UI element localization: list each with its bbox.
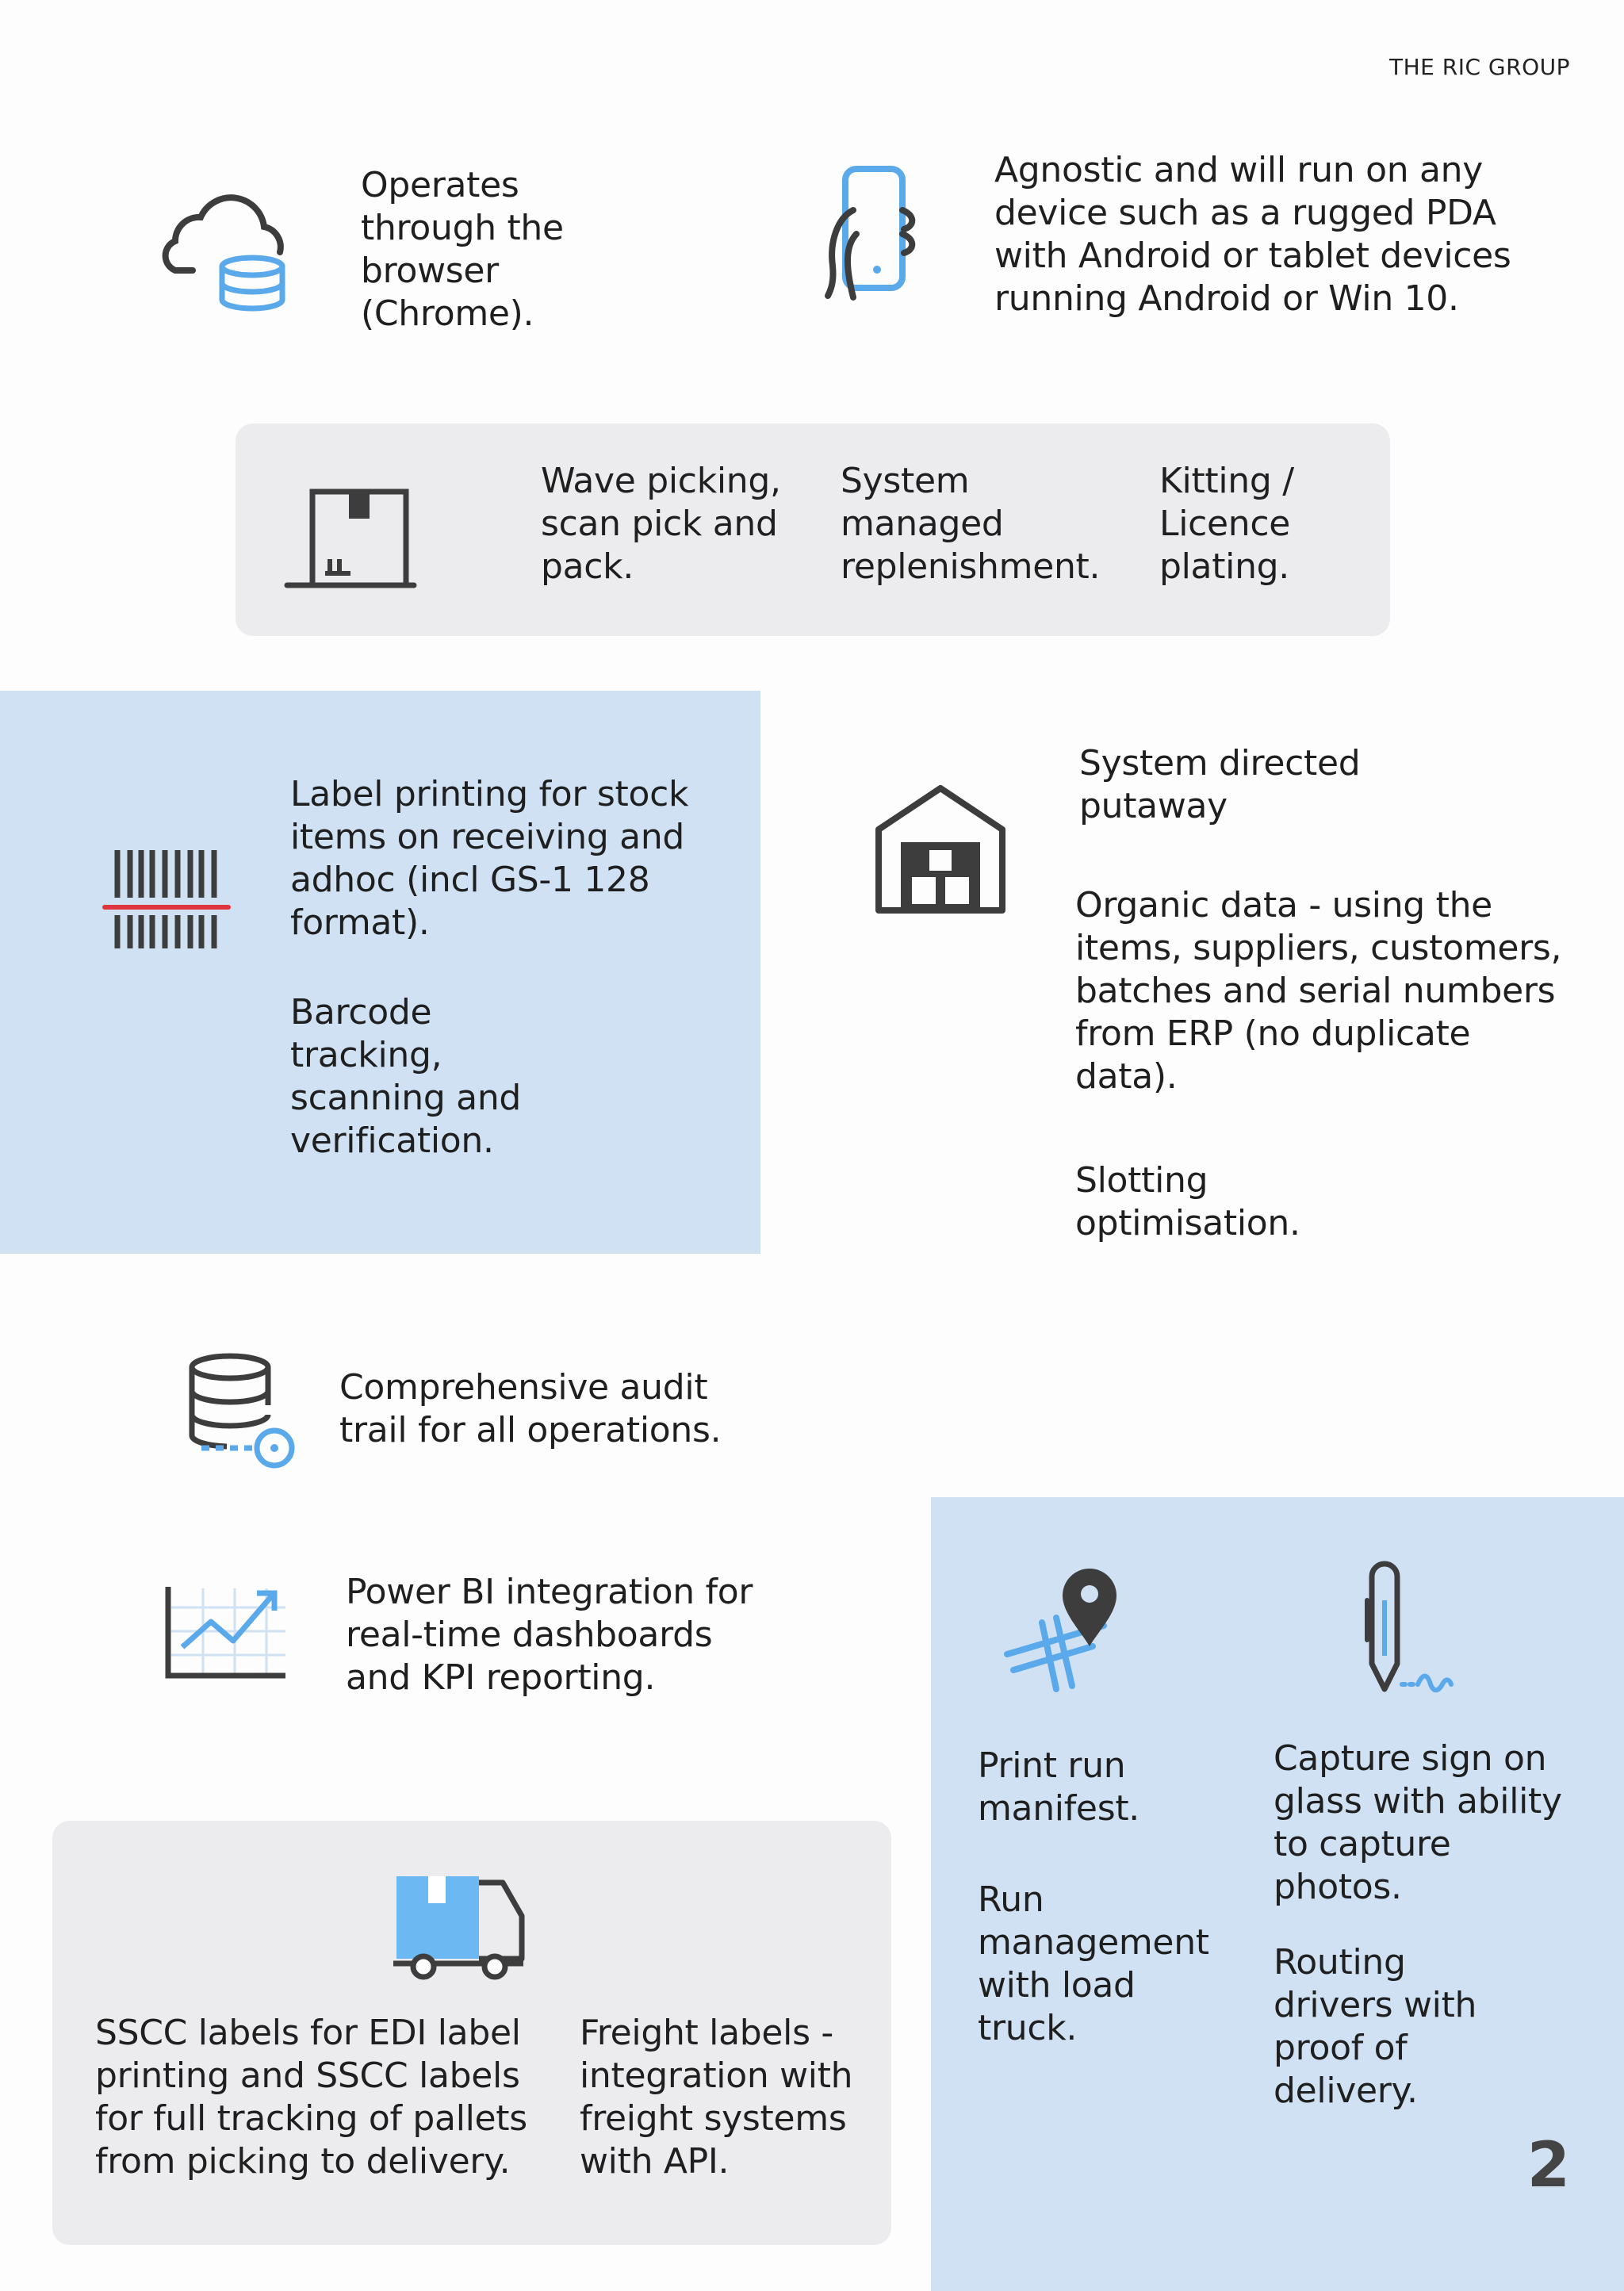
page-number: 2: [1526, 2130, 1570, 2201]
barcode-icon: [102, 847, 232, 952]
run-management-text: Run management with load truck.: [978, 1879, 1209, 2048]
wave-picking-text: Wave picking, scan pick and pack.: [541, 461, 781, 587]
handheld-device-icon: [822, 163, 925, 301]
package-box-icon: [285, 488, 420, 591]
power-bi-text: Power BI integration for real-time dashboards and KPI reporting.: [346, 1572, 753, 1698]
cloud-database-icon: [161, 187, 289, 314]
freight-labels-text: Freight labels - integration with freight systems with API.: [580, 2013, 853, 2182]
run-manifest-text: Print run manifest.: [978, 1745, 1139, 1829]
map-pin-icon: [1004, 1562, 1123, 1692]
slotting-text: Slotting optimisation.: [1075, 1160, 1300, 1243]
putaway-text: System directed putaway: [1079, 743, 1361, 826]
chart-trend-icon: [163, 1584, 289, 1680]
routing-text: Routing drivers with proof of delivery.: [1274, 1942, 1477, 2111]
kitting-text: Kitting / Licence plating.: [1159, 461, 1294, 587]
replenishment-text: System managed replenishment.: [841, 461, 1101, 587]
browser-text: Operates through the browser (Chrome).: [361, 165, 564, 334]
delivery-truck-icon: [392, 1871, 527, 1981]
audit-text: Comprehensive audit trail for all operations.: [339, 1367, 722, 1450]
pen-signature-icon: [1354, 1569, 1454, 1695]
sign-capture-text: Capture sign on glass with ability to capture photos.: [1274, 1738, 1562, 1907]
device-text: Agnostic and will run on any device such as a rugged PDA with Android or tablet devices running Android or Win 10.: [994, 150, 1511, 319]
warehouse-icon: [874, 783, 1007, 915]
label-printing-text: Label printing for stock items on receiving and adhoc (incl GS-1 128 format).: [290, 774, 689, 943]
database-key-icon: [187, 1353, 298, 1473]
brand-name: THE RIC GROUP: [1389, 54, 1570, 80]
barcode-tracking-text: Barcode tracking, scanning and verification.: [290, 992, 522, 1161]
sscc-labels-text: SSCC labels for EDI label printing and SSCC labels for full tracking of pallets from picking to delivery.: [95, 2013, 527, 2182]
organic-data-text: Organic data - using the items, suppliers, customers, batches and serial numbers from ERP (no duplicate data).: [1075, 885, 1562, 1097]
